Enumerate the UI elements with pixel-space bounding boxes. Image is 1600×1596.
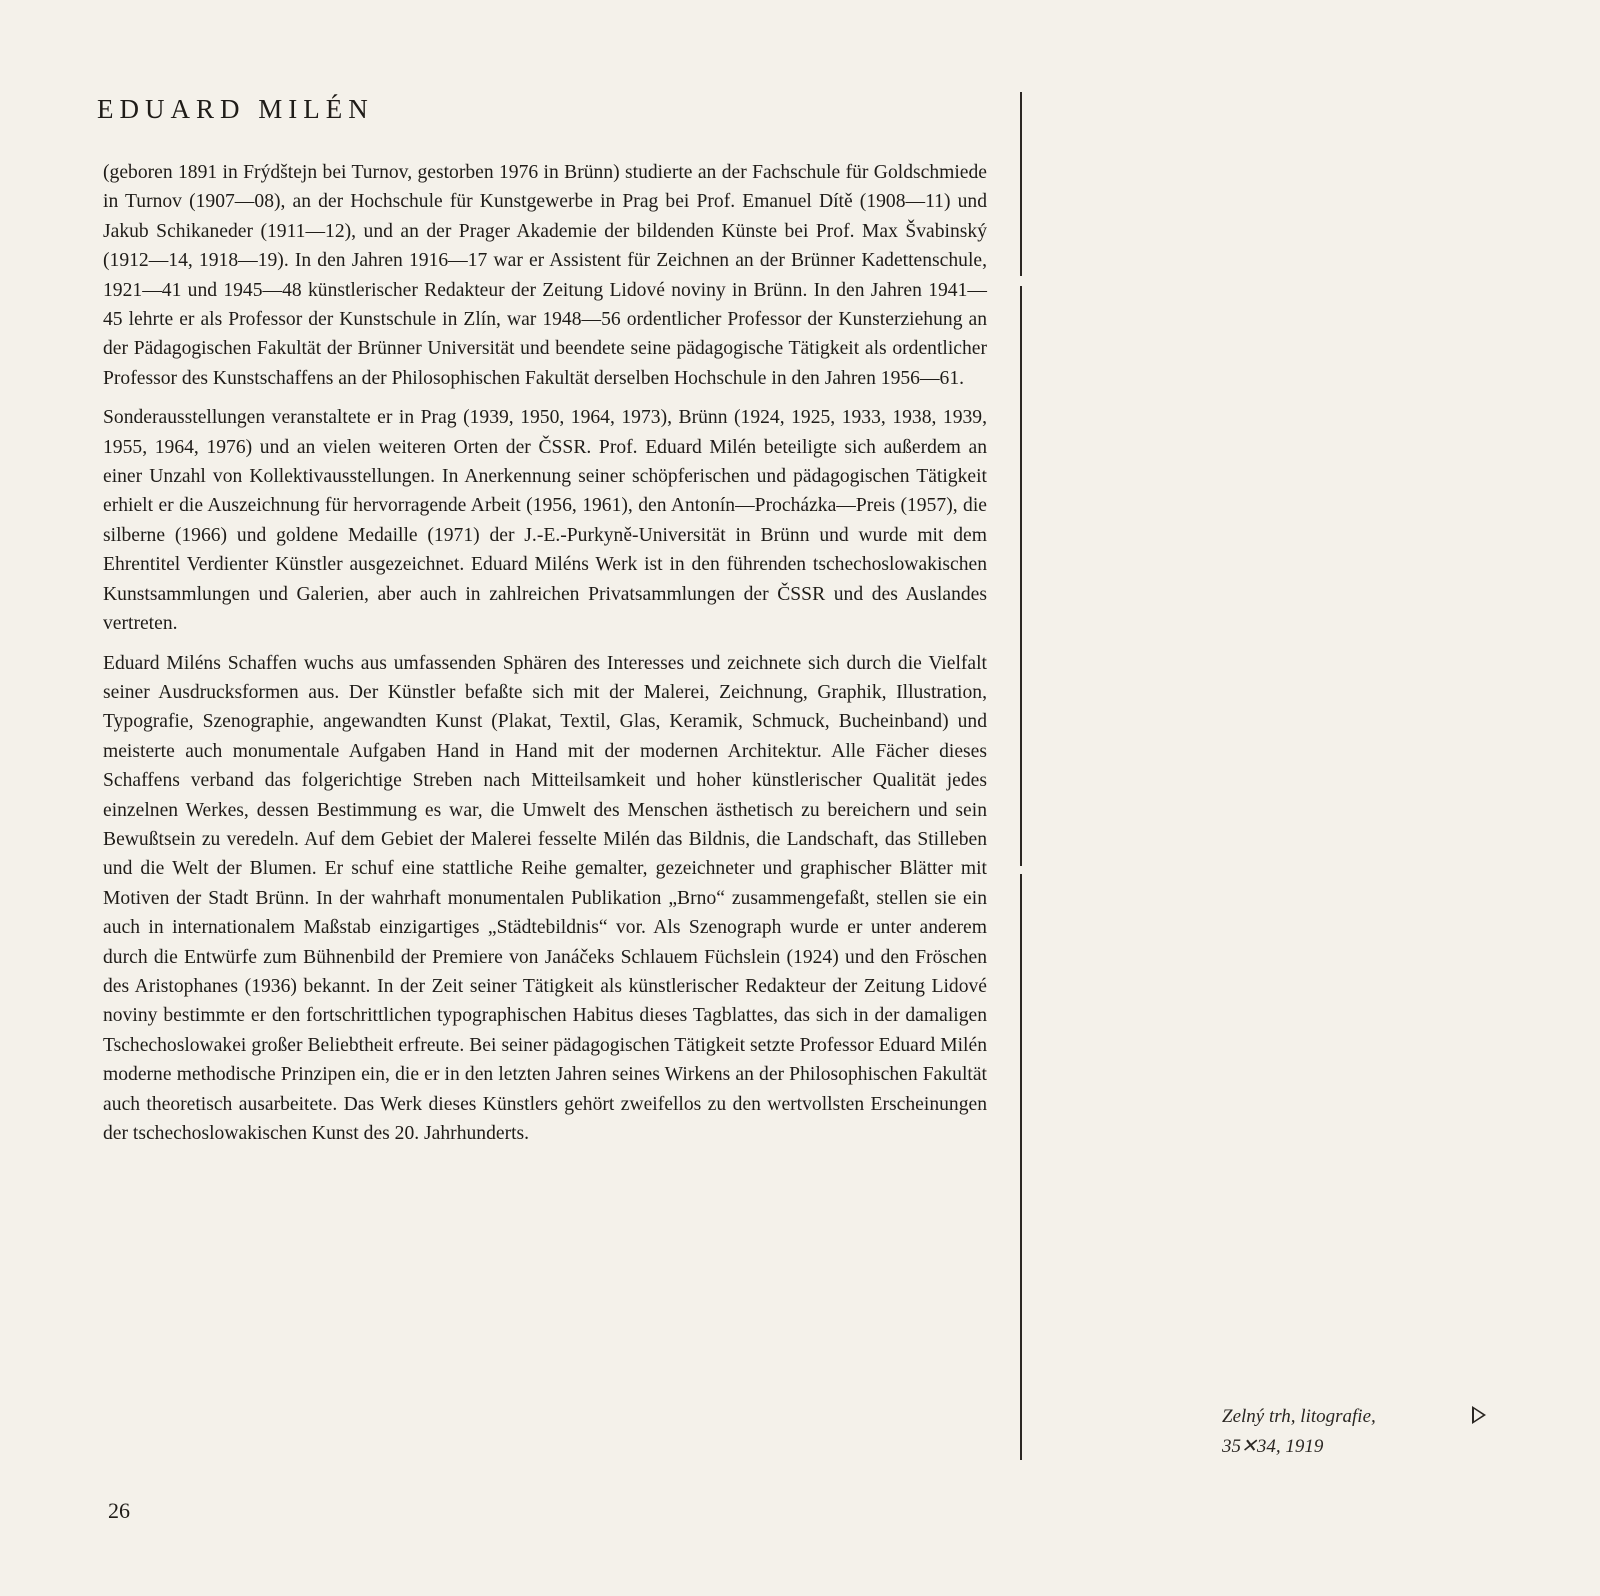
column-divider bbox=[1020, 874, 1022, 1460]
page-title: EDUARD MILÉN bbox=[97, 94, 374, 124]
column-divider bbox=[1020, 92, 1022, 276]
caption-line-details: 35✕34, 1919 bbox=[1222, 1436, 1324, 1457]
triangle-right-icon bbox=[1472, 1406, 1486, 1424]
column-divider bbox=[1020, 286, 1022, 866]
caption-line-title: Zelný trh, litografie, bbox=[1222, 1406, 1376, 1427]
paragraph-biography: (geboren 1891 in Frýdštejn bei Turnov, gestorben 1976 in Brünn) studierte an der Fachschule für Goldschmiede in Turnov (1907—08), an der Hochschule für Kunstgewerbe in Prag bei Prof. Emanuel Dítě (1908—11) und Jakub Schikaneder (1911—12), und an der Prager Akademie der bildenden Künste bei Prof. Max Švabinský (1912—14, 1918—19). In den Jahren 1916—17 war er Assistent für Zeichnen an der Brünner Kadettenschule, 1921—41 und 1945—48 künstlerischer Redakteur der Zeitung Lidové noviny in Brünn. In den Jahren 1941—45 lehrte er als Professor der Kunstschule in Zlín, war 1948—56 ordentlicher Professor der Kunsterziehung an der Pädagogischen Fakultät der Brünner Universität und beendete seine pädagogische Tätigkeit als ordentlicher Professor des Kunstschaffens an der Philosophischen Fakultät derselben Hochschule in den Jahren 1956—61. bbox=[103, 162, 987, 389]
page-number: 26 bbox=[108, 1498, 130, 1523]
paragraph-work: Eduard Miléns Schaffen wuchs aus umfassenden Sphären des Interesses und zeichnete sich durch die Vielfalt seiner Ausdrucksformen aus. Der Künstler befaßte sich mit der Malerei, Zeichnung, Graphik, Illustration, Typografie, Szenographie, angewandten Kunst (Plakat, Textil, Glas, Keramik, Schmuck, Bucheinband) und meisterte auch monumentale Aufgaben Hand in Hand mit der modernen Architektur. Alle Fächer dieses Schaffens verband das folgerichtige Streben nach Mitteilsamkeit und hoher künstlerischer Qualität jedes einzelnen Werkes, dessen Bestimmung es war, die Umwelt des Menschen ästhetisch zu bereichern und sein Bewußtsein zu veredeln. Auf dem Gebiet der Malerei fesselte Milén das Bildnis, die Landschaft, das Stilleben und die Welt der Blumen. Er schuf eine stattliche Reihe gemalter, gezeichneter und graphischer Blätter mit Motiven der Stadt Brünn. In der wahrhaft monumentalen Publikation „Brno“ zusammengefaßt, stellen sie ein auch in internationalem Maßstab einzigartiges „Städtebildnis“ vor. Als Szenograph wurde er unter anderem durch die Entwürfe zum Bühnenbild der Premiere von Janáčeks Schlauem Füchslein (1924) und den Fröschen des Aristophanes (1936) bekannt. In der Zeit seiner Tätigkeit als künstlerischer Redakteur der Zeitung Lidové noviny bestimmte er den fortschrittlichen typographischen Habitus dieses Tagblattes, das sich in der damaligen Tschechoslowakei großer Beliebtheit erfreute. Bei seiner pädagogischen Tätigkeit setzte Professor Eduard Milén moderne methodische Prinzipen ein, die er in den letzten Jahren seines Wirkens an der Philosophischen Fakultät auch theoretisch ausarbeitete. Das Werk dieses Künstlers gehört zweifellos zu den wertvollsten Erscheinungen der tschechoslowakischen Kunst des 20. Jahrhunderts. bbox=[103, 652, 987, 1144]
image-caption bbox=[1222, 1402, 1492, 1462]
body-text bbox=[103, 158, 987, 1158]
paragraph-exhibitions: Sonderausstellungen veranstaltete er in Prag (1939, 1950, 1964, 1973), Brünn (1924, 1925, 1933, 1938, 1939, 1955, 1964, 1976) und an vielen weiteren Orten der ČSSR. Prof. Eduard Milén beteiligte sich außerdem an einer Unzahl von Kollektivausstellungen. In Anerkennung seiner schöpferischen und pädagogischen Tätigkeit erhielt er die Auszeichnung für hervorragende Arbeit (1956, 1961), den Antonín—Procházka—Preis (1957), die silberne (1966) und goldene Medaille (1971) der J.-E.-Purkyně-Universität in Brünn und wurde mit dem Ehrentitel Verdienter Künstler ausgezeichnet. Eduard Miléns Werk ist in den führenden tschechoslowakischen Kunstsammlungen und Galerien, aber auch in zahlreichen Privatsammlungen der ČSSR und des Auslandes vertreten. bbox=[103, 407, 987, 635]
